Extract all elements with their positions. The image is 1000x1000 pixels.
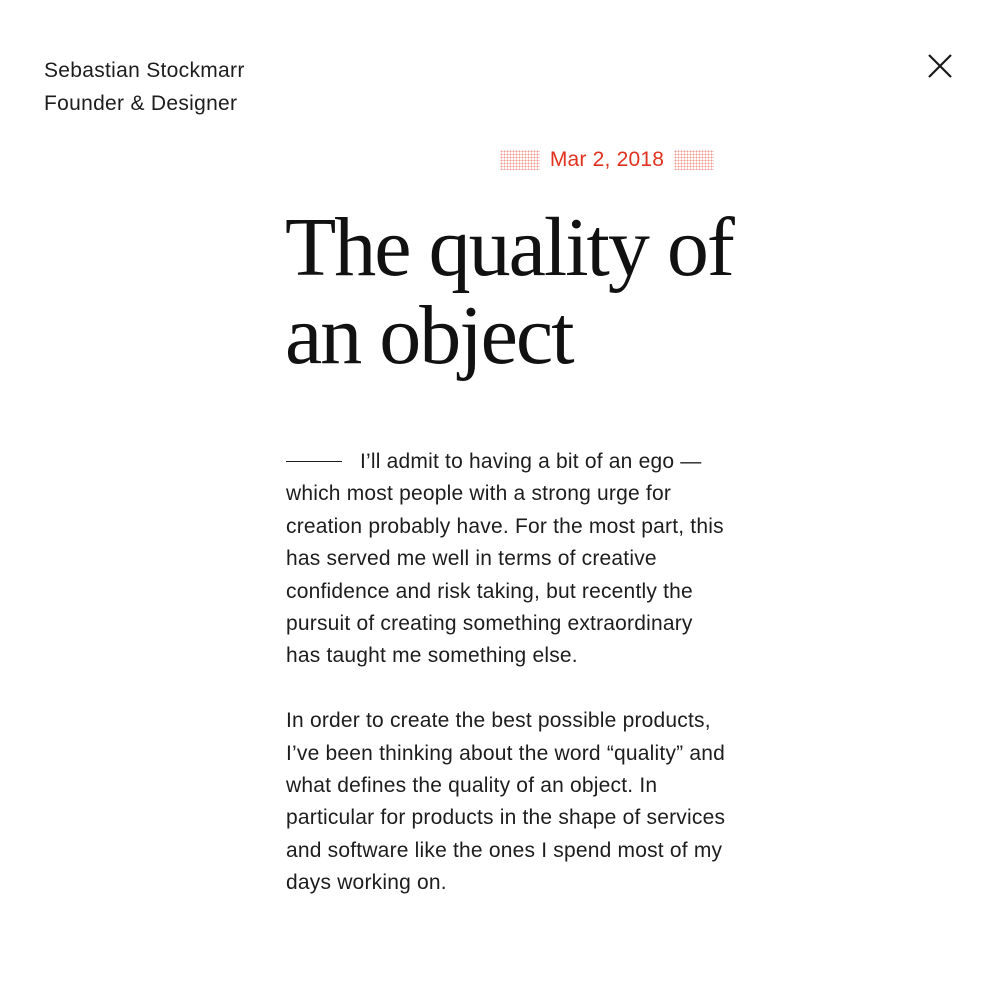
close-icon [924,50,956,82]
date-dot-pattern-right [674,150,714,170]
post-paragraph [286,446,726,673]
author-role: Founder & Designer [44,92,238,115]
author-name: Sebastian Stockmarr [44,59,245,82]
lead-dash [286,461,342,463]
date-dot-pattern-left [500,150,540,170]
post-paragraph: In order to create the best possible products, I’ve been thinking about the word “quality” and what defines the quality of an object. In particular for products in the shape of services and software like the ones I spend most of my days working on. [286,709,726,895]
post-date: Mar 2, 2018 [549,148,665,171]
post-paragraph-text: I’ll admit to having a bit of an ego — which most people with a strong urge for creation probably have. For the most part, this has served me well in terms of creative confidence and risk taking, but recently the pursuit of creating something extraordinary has taught me something else. [286,450,724,668]
post-body [286,446,726,900]
close-button[interactable] [924,50,956,82]
author-block [44,54,245,120]
post-date-row [500,146,714,174]
post-title: The quality of an object [285,201,733,382]
